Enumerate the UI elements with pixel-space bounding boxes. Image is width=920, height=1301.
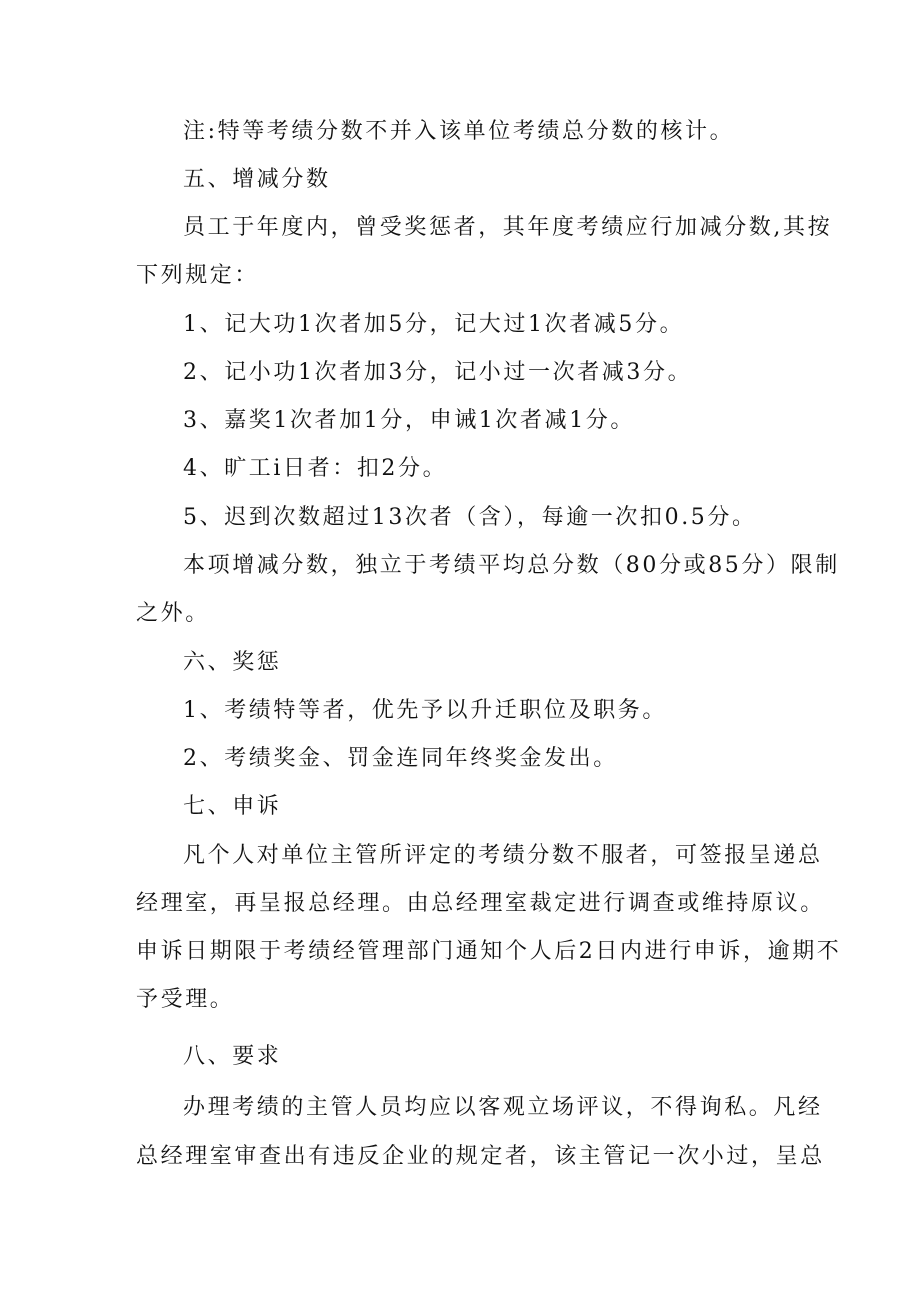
list-item: 1、考绩特等者，优先予以升迁职位及职务。 bbox=[183, 698, 667, 723]
paragraph-line: 本项增减分数，独立于考绩平均总分数（80分或85分）限制 bbox=[183, 553, 840, 578]
section-heading-8: 八、要求 bbox=[183, 1044, 282, 1069]
list-item: 2、记小功1次者加3分，记小过一次者减3分。 bbox=[183, 360, 693, 385]
paragraph-line: 员工于年度内，曾受奖惩者，其年度考绩应行加减分数,其按 bbox=[183, 215, 833, 240]
paragraph-line: 申诉日期限于考绩经管理部门通知个人后2日内进行申诉，逾期不 bbox=[136, 939, 842, 964]
paragraph-line: 总经理室审查出有违反企业的规定者，该主管记一次小过，呈总 bbox=[136, 1144, 825, 1169]
note-line: 注:特等考绩分数不并入该单位考绩总分数的核计。 bbox=[183, 119, 735, 144]
paragraph-line: 办理考绩的主管人员均应以客观立场评议，不得询私。凡经 bbox=[183, 1095, 823, 1120]
paragraph-line: 予受理。 bbox=[136, 987, 235, 1012]
paragraph-line: 经理室，再呈报总经理。由总经理室裁定进行调查或维持原议。 bbox=[136, 891, 825, 916]
paragraph-line: 凡个人对单位主管所评定的考绩分数不服者，可签报呈递总 bbox=[183, 843, 823, 868]
section-heading-5: 五、增减分数 bbox=[183, 167, 331, 192]
list-item: 1、记大功1次者加5分，记大过1次者减5分。 bbox=[183, 312, 685, 337]
paragraph-line: 之外。 bbox=[136, 601, 210, 626]
list-item: 3、嘉奖1次者加1分，申诫1次者减1分。 bbox=[183, 408, 635, 433]
section-heading-7: 七、申诉 bbox=[183, 794, 282, 819]
list-item: 4、旷工i日者：扣2分。 bbox=[183, 456, 448, 481]
list-item: 5、迟到次数超过13次者（含），每逾一次扣0.5分。 bbox=[183, 505, 757, 530]
section-heading-6: 六、奖惩 bbox=[183, 650, 282, 675]
paragraph-line: 下列规定： bbox=[136, 263, 260, 288]
list-item: 2、考绩奖金、罚金连同年终奖金发出。 bbox=[183, 746, 618, 771]
